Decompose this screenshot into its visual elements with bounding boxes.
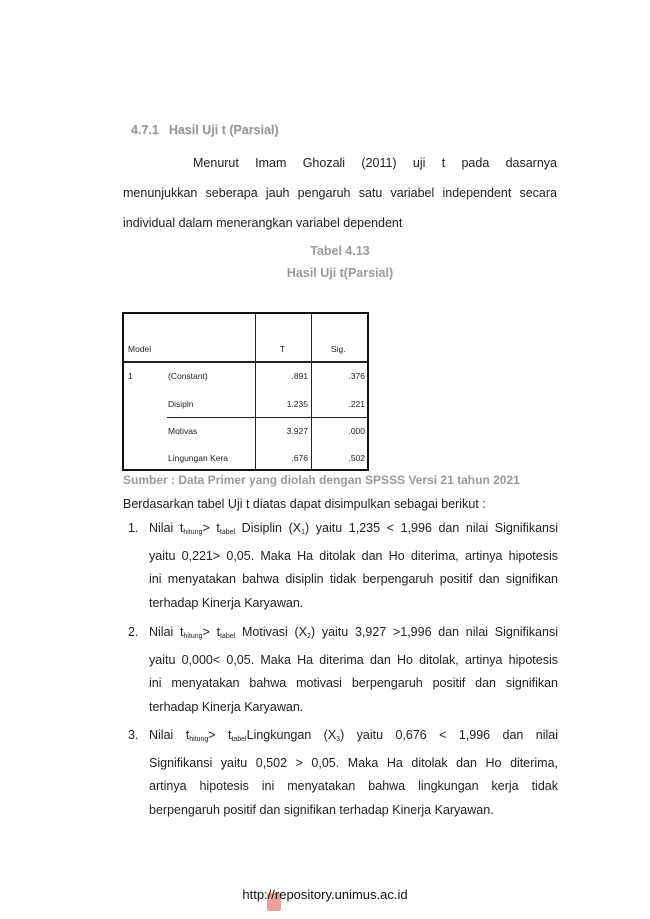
list-line: berpengaruh positif dan signifikan terhadap Kinerja Karyawan. xyxy=(149,802,494,817)
list-line: yaitu 0,221> 0,05. Maka Ha ditolak dan Ho diterima, artinya hipotesis xyxy=(149,548,558,563)
list-line: Nilai $t_{hitung}>$ $t_{tabel}Lingkungan$ $(X_3)$ yaitu 0,676 < 1,996 dan nilai xyxy=(149,728,558,743)
table-header-divider xyxy=(124,361,367,363)
row-sig: .221 xyxy=(348,399,365,409)
table-label: Tabel 4.13 xyxy=(310,244,370,258)
row-sig: .000 xyxy=(348,426,365,436)
repository-link[interactable]: http://repository.unimus.ac.id xyxy=(242,887,408,902)
header-t: T xyxy=(280,344,286,354)
section-heading xyxy=(131,123,279,137)
table-divider xyxy=(311,314,312,469)
row-sig: .502 xyxy=(348,453,365,463)
row-name: Motivas xyxy=(168,426,198,436)
list-number: 2. xyxy=(128,625,139,639)
paragraph-line: Menurut Imam Ghozali (2011) uji t pada dasarnya xyxy=(193,156,557,170)
paragraph-line: menunjukkan seberapa jauh pengaruh satu variabel independent secara xyxy=(123,186,557,200)
row-name: Disipln xyxy=(168,399,194,409)
row-t: .676 xyxy=(291,453,308,463)
list-number: 1. xyxy=(128,521,139,535)
t-test-table xyxy=(122,312,369,471)
row-t: 1.235 xyxy=(286,399,308,409)
table-divider xyxy=(255,314,256,469)
model-number: 1 xyxy=(128,371,133,381)
paragraph-line: individual dalam menerangkan variabel dependent xyxy=(123,216,403,230)
list-line: Signifikansi yaitu 0,502 > 0,05. Maka Ha ditolak dan Ho diterima, xyxy=(149,755,558,770)
list-line: terhadap Kinerja Karyawan. xyxy=(149,595,304,610)
row-name: (Constant) xyxy=(168,371,208,381)
intro-paragraph xyxy=(123,148,557,238)
table-row-divider xyxy=(167,417,367,418)
section-title: Hasil Uji t (Parsial) xyxy=(168,123,279,137)
list-line: yaitu 0,000< 0,05. Maka Ha diterima dan Ho ditolak, artinya hipotesis xyxy=(149,652,558,667)
row-sig: .376 xyxy=(348,371,365,381)
list-line: Nilai $t_{hitung}> t_{tabel}$ Motivasi $(X_2)$ yaitu 3,927 >1,996 dan nilai Signifikansi xyxy=(149,625,558,640)
list-line: artinya hipotesis ini menyatakan bahwa lingkungan kerja tidak xyxy=(149,779,558,793)
row-name: Lingungan Kera xyxy=(168,453,229,463)
list-line: ini menyatakan bahwa motivasi berpengaruh positif dan signifikan xyxy=(149,676,558,690)
list-line: terhadap Kinerja Karyawan. xyxy=(149,699,304,714)
conclusion-intro: Berdasarkan tabel Uji t diatas dapat disimpulkan sebagai berikut : xyxy=(123,497,486,511)
header-model: Model xyxy=(128,344,152,354)
table-title: Hasil Uji t(Parsial) xyxy=(286,266,394,280)
section-number: 4.7.1 xyxy=(131,123,159,137)
list-line: ini menyatakan bahwa disiplin tidak berpengaruh positif dan signifikan xyxy=(149,572,558,586)
table-source: Sumber : Data Primer yang diolah dengan SPSSS Versi 21 tahun 2021 xyxy=(123,473,520,487)
row-t: 3.927 xyxy=(286,426,308,436)
list-line: Nilai $t_{hitung}> t_{tabel}$ Disiplin $(X_1)$ yaitu 1,235 < 1,996 dan nilai Signifikansi xyxy=(149,521,558,536)
header-sig: Sig. xyxy=(331,344,346,354)
list-number: 3. xyxy=(128,728,139,742)
row-t: .891 xyxy=(291,371,308,381)
